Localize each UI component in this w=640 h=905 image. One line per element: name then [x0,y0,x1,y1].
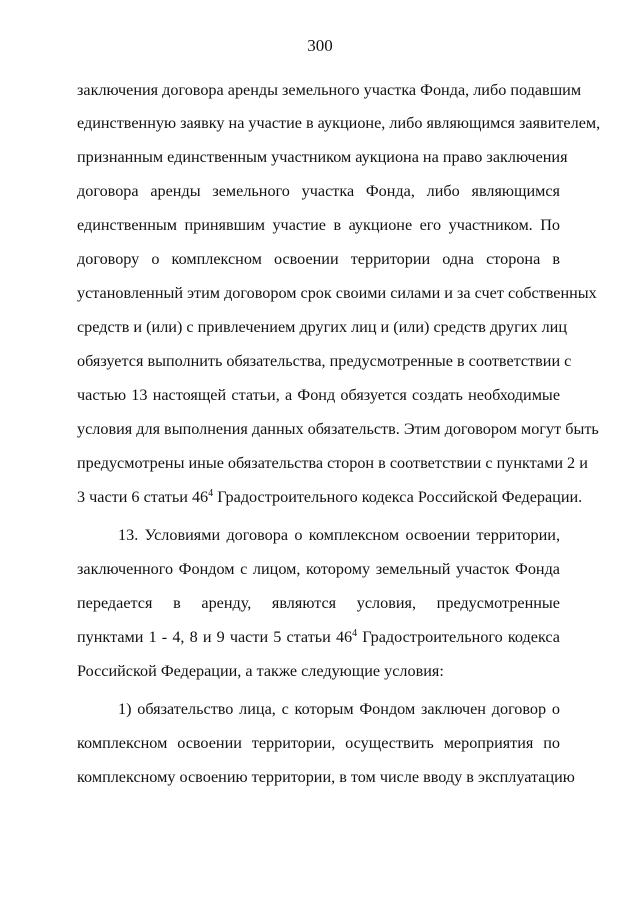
text-line [77,487,583,507]
text-line: единственным принявшим участие в аукционе его участником. По [77,216,560,234]
text-fragment: Градостроительного кодекса Российской Федерации. [213,488,583,506]
text-line: единственную заявку на участие в аукционе, либо являющимся заявителем, [77,114,601,132]
text-line: предусмотрены иные обязательства сторон в соответствии с пунктами 2 и [77,454,588,472]
text-line: комплексном освоении территории, осуществить мероприятия по [77,734,560,752]
text-fragment: 3 части 6 статьи 46 [77,488,209,506]
text-line: 1) обязательство лица, с которым Фондом заключен договор о [118,700,560,718]
superscript: 4 [208,488,214,499]
text-line: договора аренды земельного участка Фонда, либо являющимся [77,182,560,200]
text-line: признанным единственным участником аукциона на право заключения [77,148,568,166]
text-line [77,627,560,647]
text-fragment: Градостроительного кодекса [357,628,560,646]
text-line: условия для выполнения данных обязательств. Этим договором могут быть [77,420,599,438]
text-line: комплексному освоению территории, в том числе вводу в эксплуатацию [77,768,575,786]
text-line: установленный этим договором срок своими силами и за счет собственных [77,284,597,302]
text-line: частью 13 настоящей статьи, а Фонд обязуется создать необходимые [77,386,560,404]
text-line: заключенного Фондом с лицом, которому земельный участок Фонда [77,560,560,578]
text-line: обязуется выполнить обязательства, предусмотренные в соответствии с [77,352,572,370]
text-fragment: пунктами 1 - 4, 8 и 9 части 5 статьи 46 [77,628,353,646]
text-line: заключения договора аренды земельного участка Фонда, либо подавшим [77,81,582,99]
text-line: Российской Федерации, а также следующие условия: [77,662,444,680]
page-number: 300 [307,36,333,55]
superscript: 4 [352,628,358,639]
text-line: 13. Условиями договора о комплексном освоении территории, [118,526,560,544]
text-line: передается в аренду, являются условия, предусмотренные [77,594,560,612]
text-line: средств и (или) с привлечением других лиц и (или) средств других лиц [77,318,567,336]
text-line: договору о комплексном освоении территории одна сторона в [77,250,560,268]
